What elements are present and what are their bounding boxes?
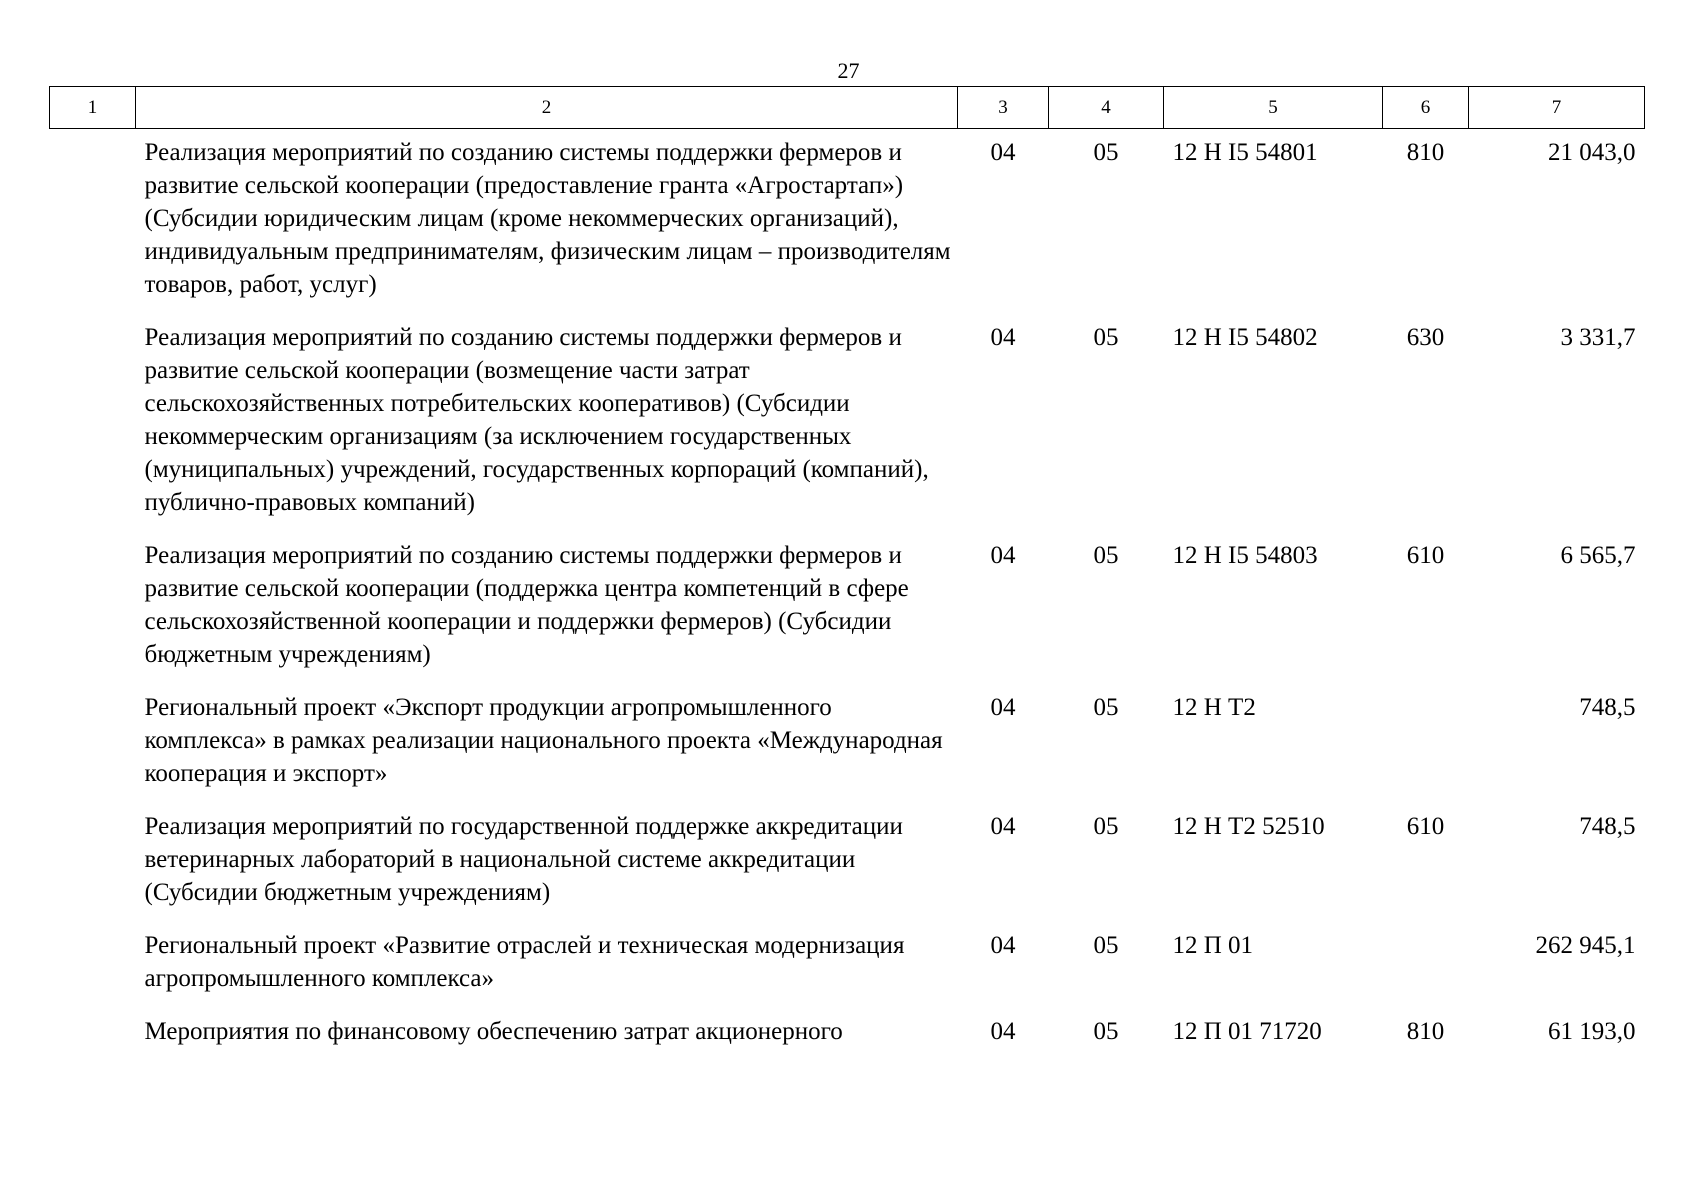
budget-table: [49, 86, 1645, 1061]
row-number-cell: [50, 129, 136, 315]
row-number-cell: [50, 803, 136, 922]
amount-cell: 3 331,7: [1560, 324, 1636, 351]
table-row: [50, 129, 1645, 315]
expense-type-cell: 810: [1406, 1018, 1445, 1045]
subsection-cell: 05: [1093, 813, 1119, 840]
expense-type-cell: 610: [1406, 542, 1445, 569]
expense-type-cell: 630: [1406, 324, 1445, 351]
subsection-cell: 05: [1093, 1018, 1119, 1045]
target-article-cell: 12 Н I5 54802: [1172, 324, 1318, 351]
table-row: [50, 803, 1645, 922]
header-col-1: 1: [50, 87, 136, 129]
subsection-cell: 05: [1093, 932, 1119, 959]
description-cell: Региональный проект «Экспорт продукции агропромышленного комплекса» в рамках реализации национального проекта «Международная кооперация и экспорт»: [144, 694, 943, 787]
row-number-cell: [50, 922, 136, 1008]
section-cell: 04: [990, 324, 1016, 351]
target-article-cell: 12 Н Т2 52510: [1172, 813, 1325, 840]
expense-type-cell: [1383, 922, 1469, 1008]
section-cell: 04: [990, 139, 1016, 166]
row-number-cell: [50, 314, 136, 532]
table-body: [50, 129, 1645, 1062]
section-cell: 04: [990, 813, 1016, 840]
header-col-7: 7: [1469, 87, 1645, 129]
target-article-cell: 12 Н I5 54803: [1172, 542, 1318, 569]
section-cell: 04: [990, 542, 1016, 569]
subsection-cell: 05: [1093, 324, 1119, 351]
expense-type-cell: [1383, 684, 1469, 803]
table-row: [50, 532, 1645, 684]
amount-cell: 748,5: [1579, 813, 1636, 840]
subsection-cell: 05: [1093, 694, 1119, 721]
section-cell: 04: [990, 1018, 1016, 1045]
expense-type-cell: 610: [1406, 813, 1445, 840]
table-header: [50, 87, 1645, 129]
header-col-2: 2: [136, 87, 958, 129]
target-article-cell: 12 Н I5 54801: [1172, 139, 1318, 166]
table-row: [50, 684, 1645, 803]
section-cell: 04: [990, 932, 1016, 959]
header-col-4: 4: [1049, 87, 1164, 129]
section-cell: 04: [990, 694, 1016, 721]
target-article-cell: 12 П 01 71720: [1172, 1018, 1322, 1045]
description-cell: Реализация мероприятий по созданию системы поддержки фермеров и развитие сельской кооперации (возмещение части затрат сельскохозяйственных потребительских кооперативов) (Субсидии некоммерческим организациям (за исключением государственных (муниципальных) учреждений, государственных корпораций (компаний), публично-правовых компаний): [144, 324, 929, 516]
description-cell: Мероприятия по финансовому обеспечению затрат акционерного: [144, 1018, 843, 1045]
expense-type-cell: 810: [1406, 139, 1445, 166]
amount-cell: 21 043,0: [1548, 139, 1636, 166]
target-article-cell: 12 П 01: [1172, 932, 1254, 959]
amount-cell: 61 193,0: [1548, 1018, 1636, 1045]
page-number: 27: [837, 58, 860, 83]
table-row: [50, 314, 1645, 532]
description-cell: Реализация мероприятий по созданию системы поддержки фермеров и развитие сельской кооперации (предоставление гранта «Агростартап») (Субсидии юридическим лицам (кроме некоммерческих организаций), индивидуальным предпринимателям, физическим лицам – производителям товаров, работ, услуг): [144, 139, 951, 298]
amount-cell: 262 945,1: [1535, 932, 1636, 959]
description-cell: Региональный проект «Развитие отраслей и техническая модернизация агропромышленного комплекса»: [144, 932, 905, 992]
description-cell: Реализация мероприятий по государственной поддержке аккредитации ветеринарных лабораторий в национальной системе аккредитации (Субсидии бюджетным учреждениям): [144, 813, 903, 906]
row-number-cell: [50, 684, 136, 803]
amount-cell: 6 565,7: [1560, 542, 1636, 569]
table-row: [50, 1008, 1645, 1061]
header-col-3: 3: [958, 87, 1049, 129]
row-number-cell: [50, 532, 136, 684]
subsection-cell: 05: [1093, 542, 1119, 569]
header-col-6: 6: [1383, 87, 1469, 129]
subsection-cell: 05: [1093, 139, 1119, 166]
header-col-5: 5: [1164, 87, 1383, 129]
table-row: [50, 922, 1645, 1008]
target-article-cell: 12 Н Т2: [1172, 694, 1256, 721]
row-number-cell: [50, 1008, 136, 1061]
amount-cell: 748,5: [1579, 694, 1636, 721]
header-row: [50, 87, 1645, 129]
description-cell: Реализация мероприятий по созданию системы поддержки фермеров и развитие сельской кооперации (поддержка центра компетенций в сфере сельскохозяйственной кооперации и поддержки фермеров) (Субсидии бюджетным учреждениям): [144, 542, 909, 668]
